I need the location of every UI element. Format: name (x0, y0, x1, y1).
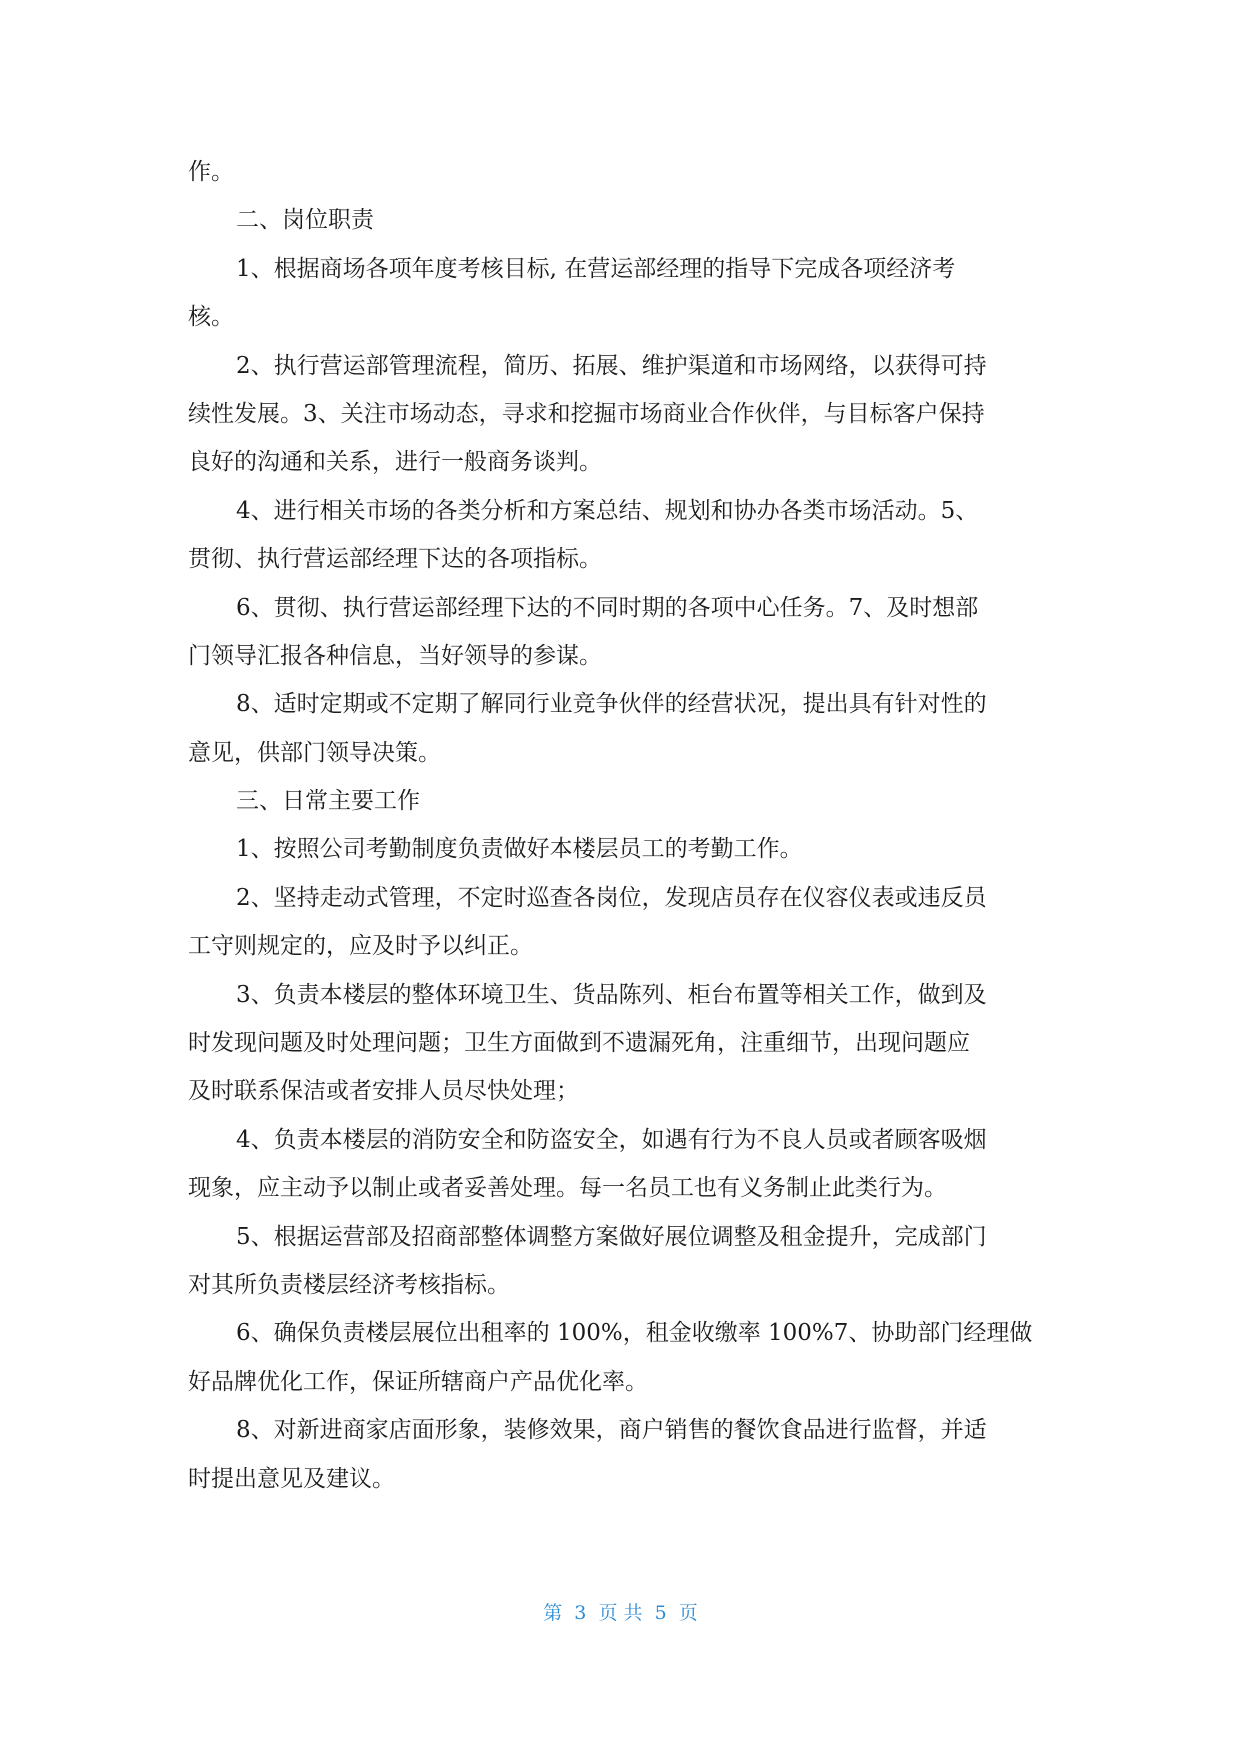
text-line: 好品牌优化工作，保证所辖商户产品优化率。 (188, 1368, 648, 1395)
page-number-footer: 第 3 页 共 5 页 (543, 1602, 698, 1624)
section-heading: 二、岗位职责 (236, 207, 374, 234)
text-line: 核。 (188, 304, 234, 331)
text-line: 2、坚持走动式管理，不定时巡查各岗位，发现店员存在仪容仪表或违反员 (236, 884, 987, 911)
text-line: 5、根据运营部及招商部整体调整方案做好展位调整及租金提升，完成部门 (236, 1223, 987, 1250)
text-line: 1、按照公司考勤制度负责做好本楼层员工的考勤工作。 (236, 836, 803, 863)
text-line: 3、负责本楼层的整体环境卫生、货品陈列、柜台布置等相关工作，做到及 (236, 981, 987, 1008)
section-heading: 三、日常主要工作 (236, 788, 420, 815)
text-line: 时发现问题及时处理问题；卫生方面做到不遗漏死角，注重细节，出现问题应 (188, 1030, 970, 1057)
text-line: 4、进行相关市场的各类分析和方案总结、规划和协办各类市场活动。5、 (236, 497, 979, 524)
text-line: 作。 (188, 159, 234, 185)
text-line: 时提出意见及建议。 (188, 1465, 395, 1492)
text-line: 6、确保负责楼层展位出租率的 100%，租金收缴率 100%7、协助部门经理做 (236, 1320, 1033, 1347)
text-line: 意见，供部门领导决策。 (188, 739, 441, 766)
text-line: 现象，应主动予以制止或者妥善处理。每一名员工也有义务制止此类行为。 (188, 1175, 947, 1202)
text-line: 8、对新进商家店面形象，装修效果，商户销售的餐饮食品进行监督，并适 (236, 1417, 987, 1444)
text-line: 工守则规定的，应及时予以纠正。 (188, 933, 533, 960)
text-line: 良好的沟通和关系，进行一般商务谈判。 (188, 449, 602, 476)
text-line: 续性发展。3、关注市场动态，寻求和挖掘市场商业合作伙伴，与目标客户保持 (188, 400, 985, 427)
text-line: 门领导汇报各种信息，当好领导的参谋。 (188, 642, 602, 669)
text-line: 1、根据商场各项年度考核目标, 在营运部经理的指导下完成各项经济考 (236, 255, 956, 282)
text-line: 及时联系保洁或者安排人员尽快处理； (188, 1078, 579, 1105)
document-body (188, 148, 1050, 1503)
text-line: 对其所负责楼层经济考核指标。 (188, 1271, 510, 1298)
text-line: 6、贯彻、执行营运部经理下达的不同时期的各项中心任务。7、及时想部 (236, 594, 979, 621)
text-line: 2、执行营运部管理流程，简历、拓展、维护渠道和市场网络，以获得可持 (236, 352, 987, 379)
text-line: 4、负责本楼层的消防安全和防盗安全，如遇有行为不良人员或者顾客吸烟 (236, 1126, 987, 1153)
text-line: 贯彻、执行营运部经理下达的各项指标。 (188, 546, 602, 573)
text-line: 8、适时定期或不定期了解同行业竞争伙伴的经营状况，提出具有针对性的 (236, 691, 987, 718)
